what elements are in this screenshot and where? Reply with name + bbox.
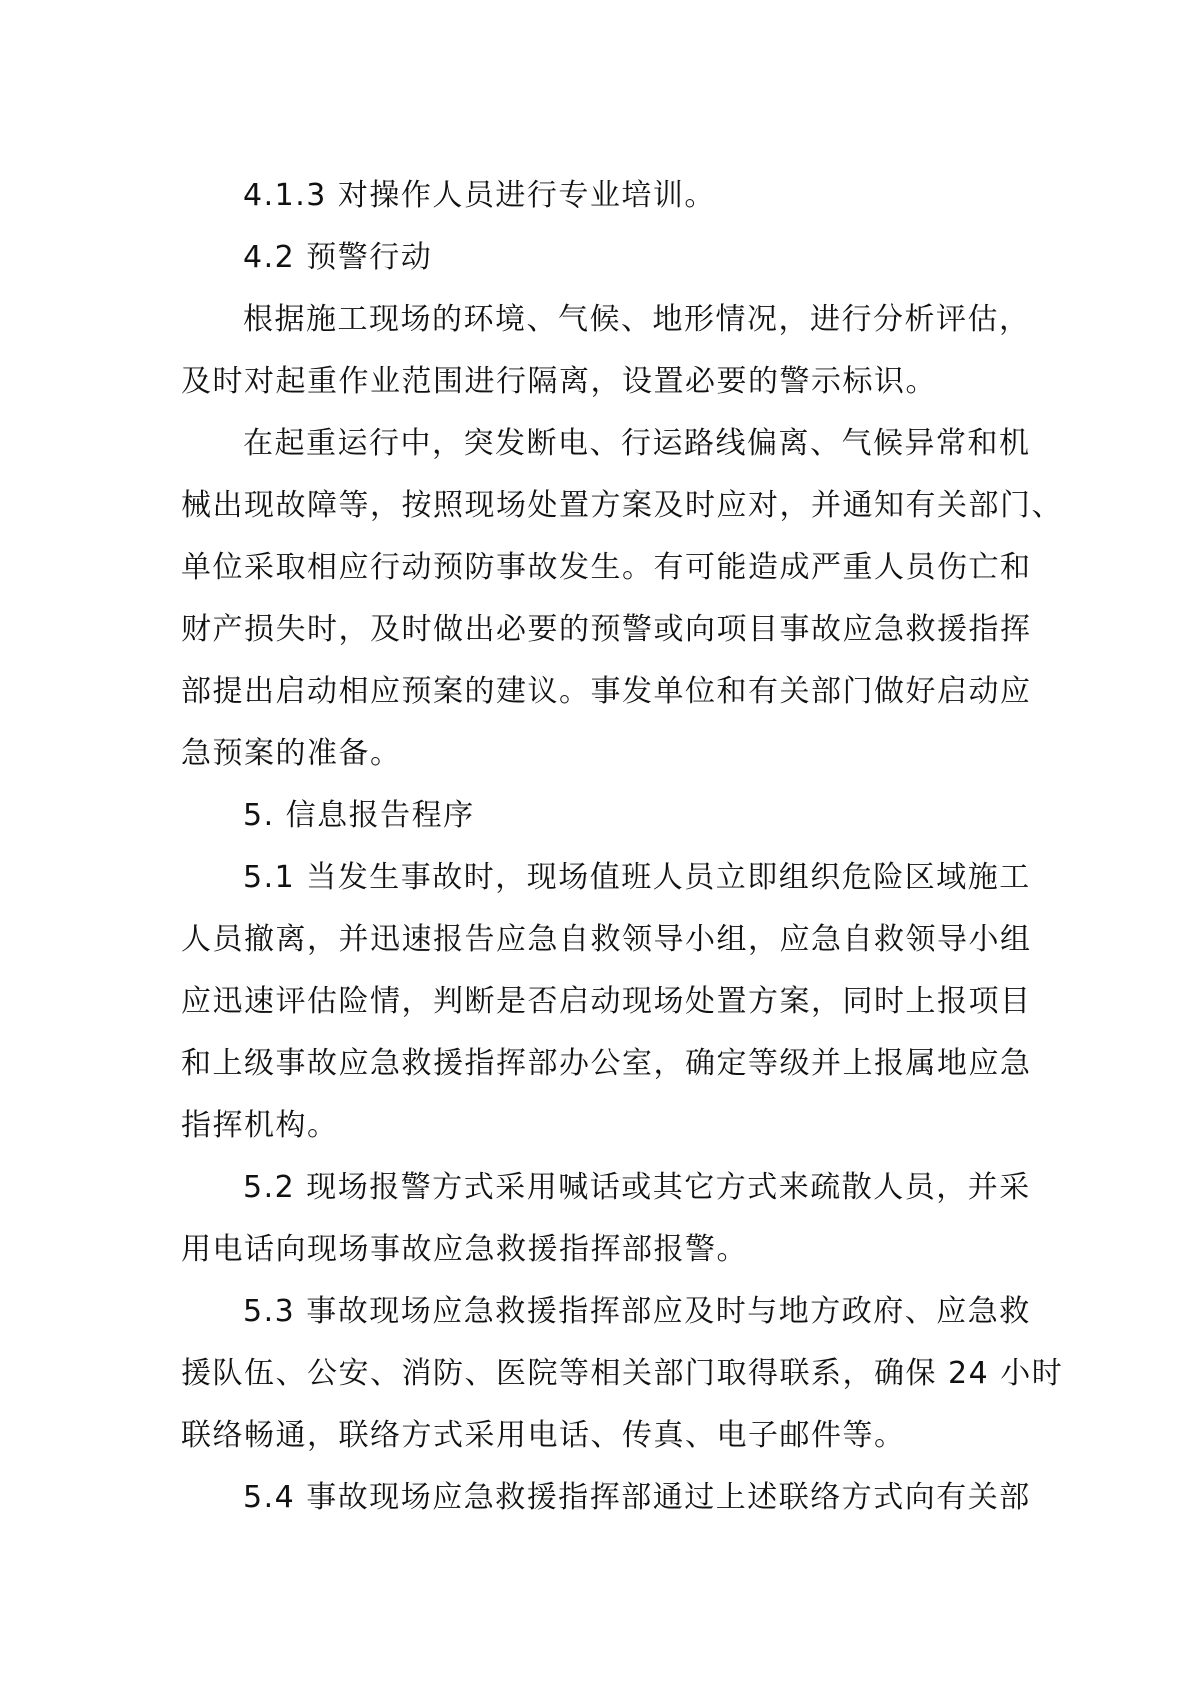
text-line: 财产损失时，及时做出必要的预警或向项目事故应急救援指挥 [181, 612, 1032, 647]
text-line: 在起重运行中，突发断电、行运路线偏离、气候异常和机 [243, 426, 1031, 461]
heading-4-2: 4.2 预警行动 [243, 240, 433, 275]
text-line: 用电话向现场事故应急救援指挥部报警。 [181, 1232, 748, 1267]
text-line: 根据施工现场的环境、气候、地形情况，进行分析评估， [243, 302, 1031, 337]
text-line: 械出现故障等，按照现场处置方案及时应对，并通知有关部门、 [181, 488, 1063, 523]
text-line: 援队伍、公安、消防、医院等相关部门取得联系，确保 24 小时 [181, 1356, 1064, 1391]
heading-5: 5. 信息报告程序 [243, 798, 475, 833]
paragraph-4-1-3: 4.1.3 对操作人员进行专业培训。 [243, 178, 716, 213]
text-line: 联络畅通，联络方式采用电话、传真、电子邮件等。 [181, 1418, 906, 1453]
text-line: 急预案的准备。 [181, 736, 402, 771]
text-line: 和上级事故应急救援指挥部办公室，确定等级并上报属地应急 [181, 1046, 1032, 1081]
text-line: 5.3 事故现场应急救援指挥部应及时与地方政府、应急救 [243, 1294, 1031, 1329]
text-line: 指挥机构。 [181, 1108, 339, 1143]
text-line: 5.2 现场报警方式采用喊话或其它方式来疏散人员，并采 [243, 1170, 1031, 1205]
text-line: 及时对起重作业范围进行隔离，设置必要的警示标识。 [181, 364, 937, 399]
text-line: 应迅速评估险情，判断是否启动现场处置方案，同时上报项目 [181, 984, 1032, 1019]
text-line: 人员撤离，并迅速报告应急自救领导小组，应急自救领导小组 [181, 922, 1032, 957]
text-line: 5.1 当发生事故时，现场值班人员立即组织危险区域施工 [243, 860, 1031, 895]
text-line: 单位采取相应行动预防事故发生。有可能造成严重人员伤亡和 [181, 550, 1032, 585]
text-line: 5.4 事故现场应急救援指挥部通过上述联络方式向有关部 [243, 1480, 1031, 1515]
text-line: 部提出启动相应预案的建议。事发单位和有关部门做好启动应 [181, 674, 1032, 709]
